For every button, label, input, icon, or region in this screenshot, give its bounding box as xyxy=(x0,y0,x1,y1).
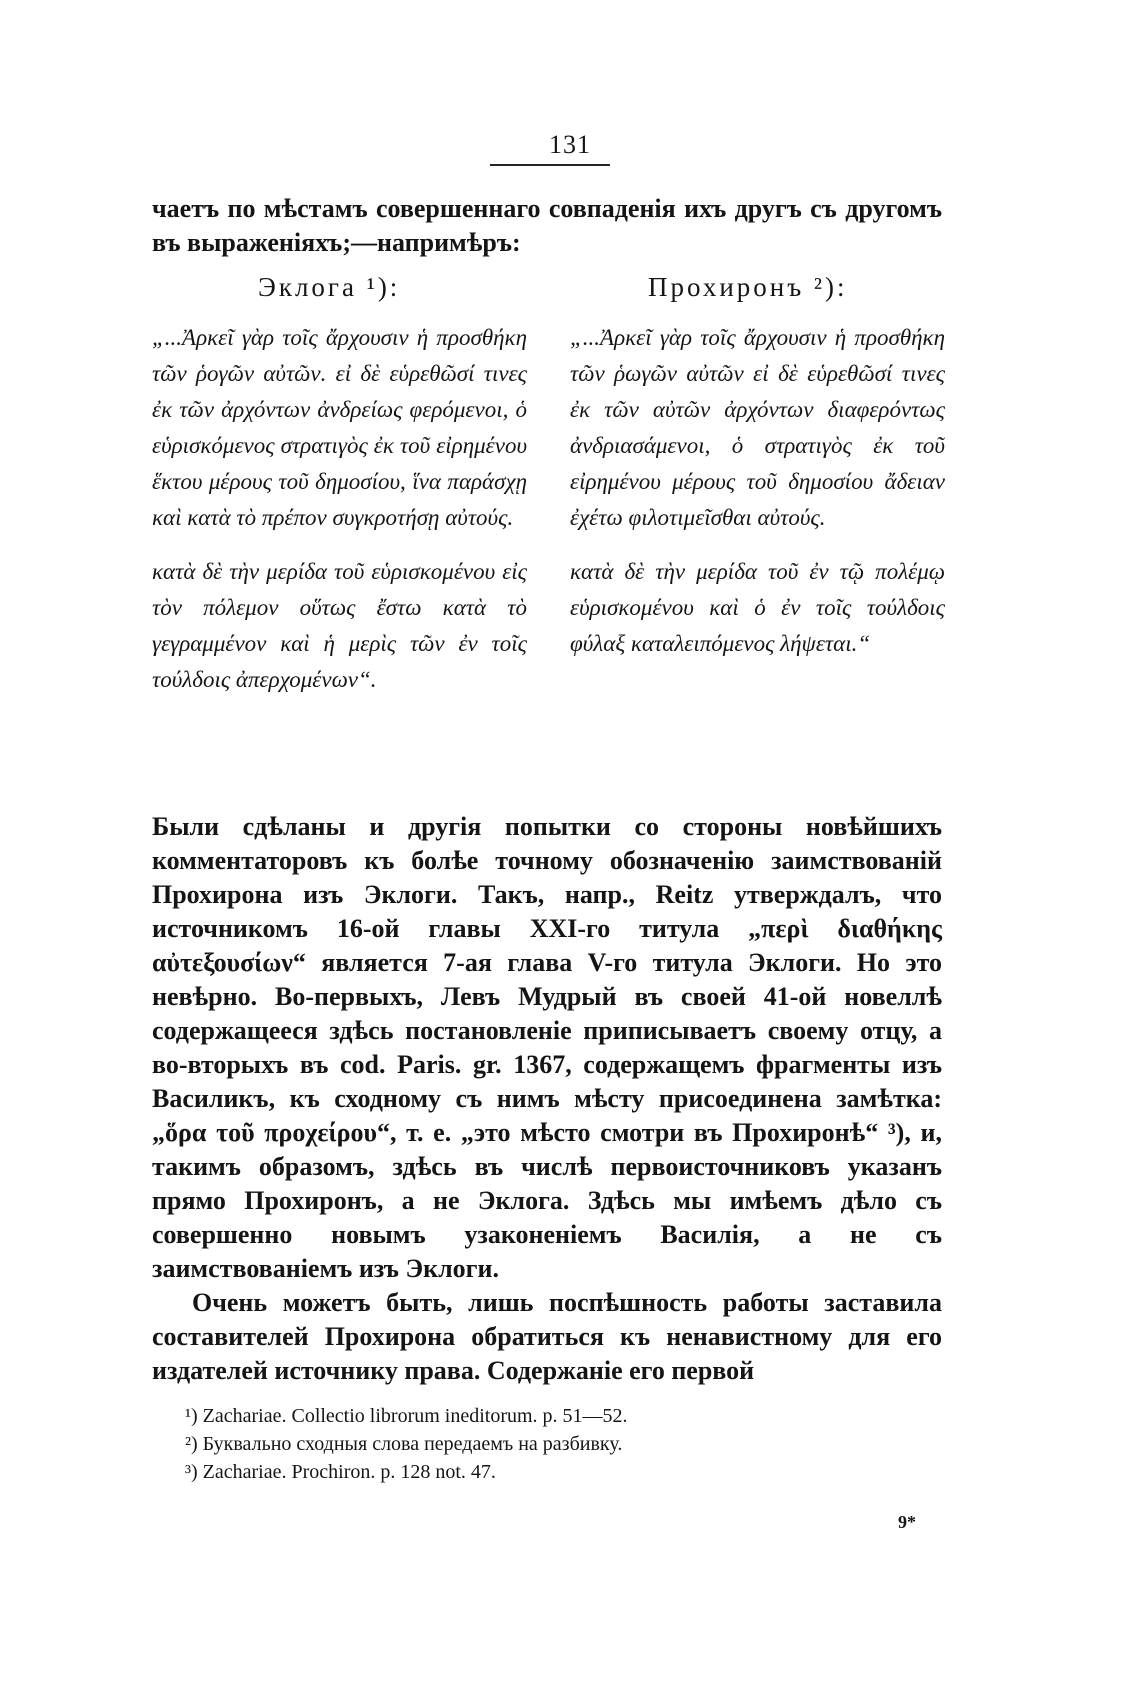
footnotes xyxy=(185,1402,945,1486)
prochiron-quote-1: „...Ἀρκεῖ γὰρ τοῖς ἄρχουσιν ἡ προσθήκη τῶν ῥωγῶν αὐτῶν εἰ δὲ εὑρεθῶσί τινες ἐκ τῶν αὐτῶν ἀρχόντων διαφερόντως ἀνδριασάμενοι, ὁ στρατιγὸς ἐκ τοῦ εἰρημένου μέρους τοῦ δημοσίου ἄδειαν ἐχέτω φιλοτιμεῖσθαι αὐτούς. xyxy=(570,325,945,530)
main-text xyxy=(152,810,942,1388)
ecloga-quote-2: κατὰ δὲ τὴν μερίδα τοῦ εὑρισκομένου εἰς τὸν πόλεμον οὕτως ἔστω κατὰ τὸ γεγραμμένον καὶ ἡ μερὶς τῶν ἐν τοῖς τούλδοις ἀπερχομένων“. xyxy=(152,559,527,692)
footnote-3: ³) Zachariae. Prochiron. p. 128 not. 47. xyxy=(185,1461,496,1483)
footnote-1: ¹) Zachariae. Collectio librorum ineditorum. p. 51—52. xyxy=(185,1405,628,1427)
prochiron-quote-2: κατὰ δὲ τὴν μερίδα τοῦ ἐν τῷ πολέμῳ εὑρισκομένου καὶ ὁ ἐν τοῖς τούλδοις φύλαξ καταλειπόμενος λήψεται.“ xyxy=(570,559,945,656)
ecloga-column xyxy=(152,320,527,716)
footnote-2: ²) Буквально сходныя слова передаемъ на разбивку. xyxy=(185,1433,623,1455)
page-number: 131 xyxy=(549,130,591,159)
prochiron-column xyxy=(570,320,945,680)
page-number-rule xyxy=(490,164,610,166)
prochiron-heading: Прохиронъ ²): xyxy=(648,272,848,302)
intro-paragraph: чаетъ по мѣстамъ совершеннаго совпаденія ихъ другъ съ другомъ въ выраженіяхъ;—напримѣръ: xyxy=(152,194,942,257)
ecloga-quote-1: „...Ἀρκεῖ γὰρ τοῖς ἄρχουσιν ἡ προσθήκη τῶν ῥογῶν αὐτῶν. εἰ δὲ εὑρεθῶσί τινες ἐκ τῶν ἀρχόντων ἀνδρείως φερόμενοι, ὁ εὑρισκόμενος στρατιγὸς ἐκ τοῦ εἰρημένου ἕκτου μέρους τοῦ δημοσίου, ἵνα παράσχῃ καὶ κατὰ τὸ πρέπον συγκροτήσῃ αὐτούς. xyxy=(152,325,527,530)
main-paragraph-1: Были сдѣланы и другія попытки со стороны новѣйшихъ комментаторовъ къ болѣе точному обозначенію заимствованій Прохирона изъ Эклоги. Такъ, напр., Reitz утверждалъ, что источникомъ 16-ой главы XXI-го титула „περὶ διαθήκης αὐτεξουσίων“ является 7-ая глава V-го титула Эклоги. Но это невѣрно. Во-первыхъ, Левъ Мудрый въ своей 41-ой новеллѣ содержащееся здѣсь постановленіе приписываетъ своему отцу, а во-вторыхъ въ cod. Paris. gr. 1367, содержащемъ фрагменты изъ Василикъ, къ сходному съ нимъ мѣсту присоединена замѣтка: „ὅρα τοῦ πρoχείρου“, т. е. „это мѣсто смотри въ Прохиронѣ“ ³), и, такимъ образомъ, здѣсь въ числѣ первоисточниковъ указанъ прямо Прохиронъ, а не Эклога. Здѣсь мы имѣемъ дѣло съ совершенно новымъ узаконеніемъ Василія, а не съ заимствованіемъ изъ Эклоги. xyxy=(152,812,942,1283)
ecloga-heading: Эклога ¹): xyxy=(258,272,401,302)
main-paragraph-2: Очень можетъ быть, лишь поспѣшность работы заставила составителей Прохирона обратиться къ ненавистному для его издателей источнику права. Содержаніе его первой xyxy=(152,1288,942,1385)
signature-mark: 9* xyxy=(898,1512,916,1532)
